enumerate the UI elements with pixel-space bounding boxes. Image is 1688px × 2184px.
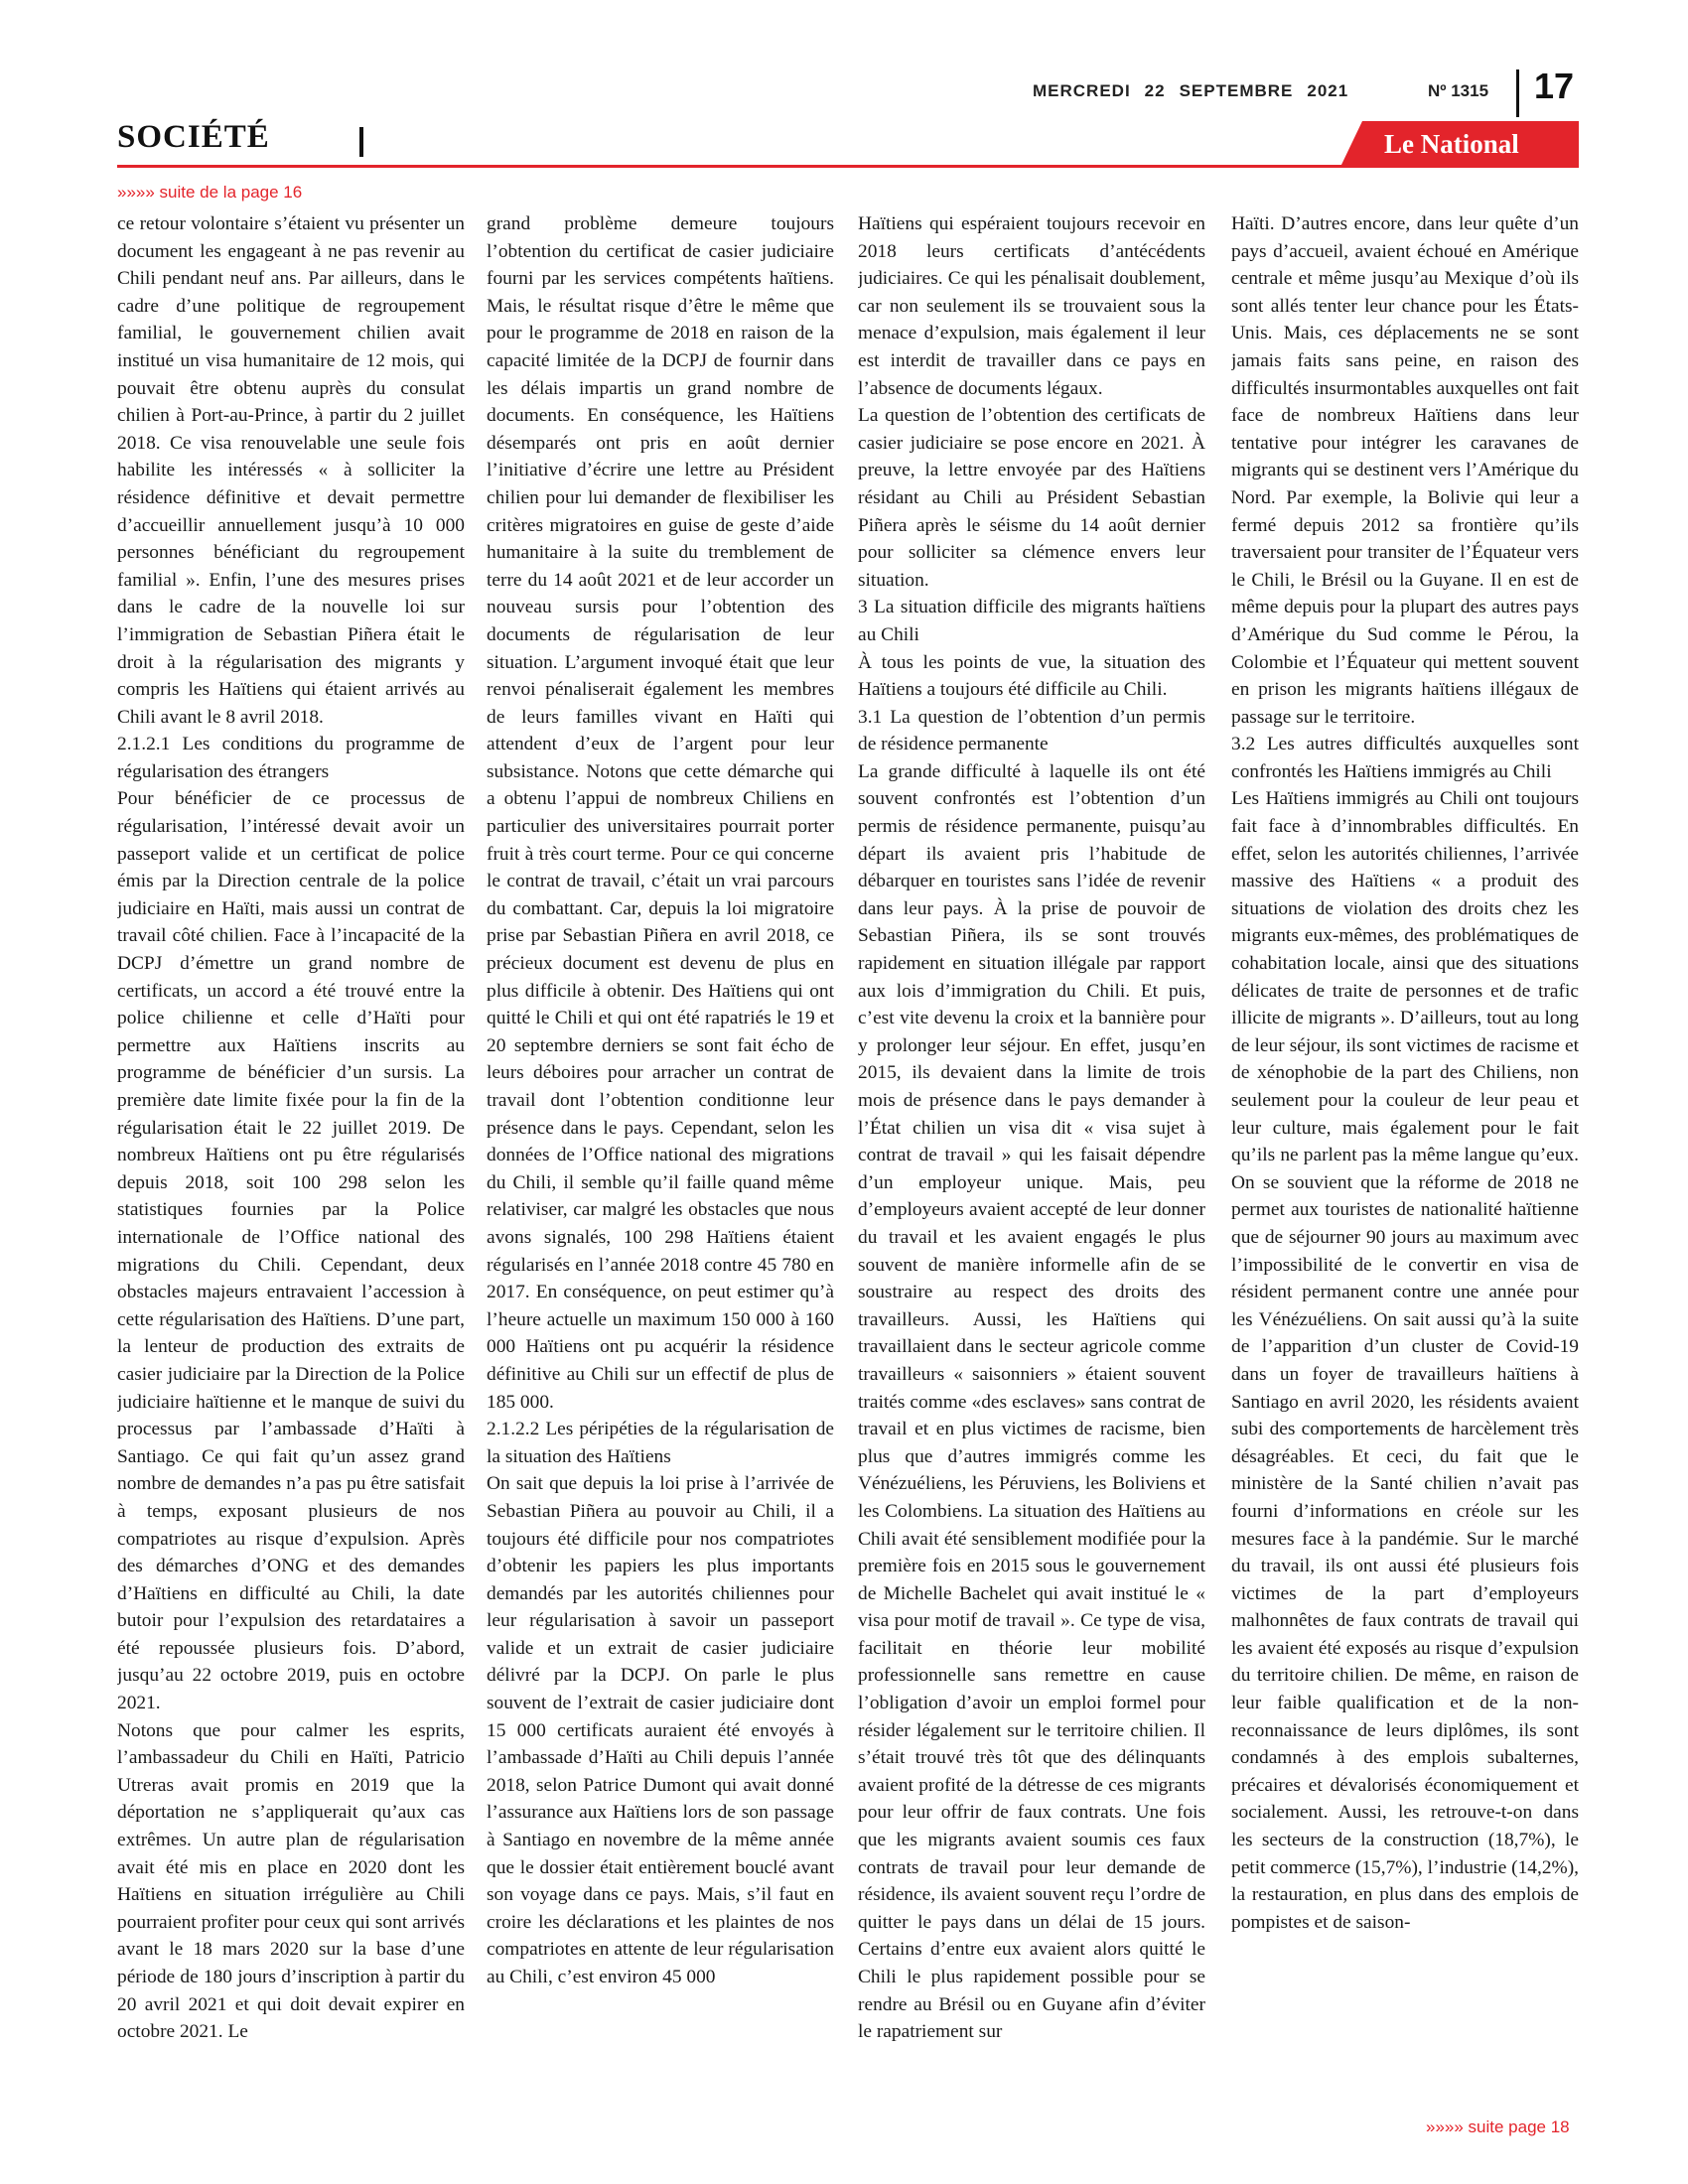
- date-year: 2021: [1307, 81, 1349, 100]
- brand-name: Le National: [1384, 129, 1519, 159]
- header-divider: [1516, 69, 1519, 117]
- paragraph: grand problème demeure toujours l’obtention du certificat de casier judiciaire fourni par les services compétents haïtiens. Mais, le résultat risque d’être le même que pour le programme de 2018 en raison de la capacité limitée de la DCPJ de fournir dans les délais impartis un grand nombre de documents. En conséquence, les Haïtiens désemparés ont pris en août dernier l’initiative d’écrire une lettre au Président chilien pour lui demander de flexibiliser les critères migratoires en guise de geste d’aide humanitaire à la suite du tremblement de terre du 14 août 2021 et de leur accorder un nouveau sursis pour l’obtention des documents de régularisation de leur situation. L’argument invoqué était que leur renvoi pénaliserait également les membres de leurs familles vivant en Haïti qui attendent d’eux de l’argent pour leur subsistance. Notons que cette démarche qui a obtenu l’appui de nombreux Chiliens en particulier des universitaires pourrait porter fruit à très court terme. Pour ce qui concerne le contrat de travail, c’était un vrai parcours du combattant. Car, depuis la loi migratoire prise par Sebastian Piñera en avril 2018, ce précieux document est devenu de plus en plus difficile à obtenir. Des Haïtiens qui ont quitté le Chili et qui ont été rapatriés le 19 et 20 septembre derniers se sont fait écho de leurs déboires pour arracher un contrat de travail dont l’obtention conditionne leur présence dans le pays. Cependant, selon les données de l’Office national des migrations du Chili, il semble qu’il faille quand même relativiser, car malgré les obstacles que nous avons signalés, 100 298 Haïtiens étaient régularisés en l’année 2018 contre 45 780 en 2017. En conséquence, on peut estimer qu’à l’heure actuelle un maximum 150 000 à 160 000 Haïtiens ont pu acquérir la résidence définitive au Chili sur un effectif de plus de 185 000.: [487, 213, 834, 1413]
- paragraph: Notons que pour calmer les esprits, l’ambassadeur du Chili en Haïti, Patricio Utreras avait promis en 2019 que la déportation ne s’appliquerait qu’aux cas extrêmes. Un autre plan de régularisation avait été mis en place en 2020 dont les Haïtiens en situation irrégulière au Chili pourraient profiter pour ceux qui sont arrivés avant le 18 mars 2020 sur la base d’une période de 180 jours d’inscription à partir du 20 avril 2021 et qui doit devait expirer en octobre 2021. Le: [117, 1719, 465, 2043]
- paragraph: ce retour volontaire s’étaient vu présenter un document les engageant à ne pas revenir au Chili pendant neuf ans. Par ailleurs, dans le cadre d’une politique de regroupement familial, le gouvernement chilien avait institué un visa humanitaire de 12 mois, qui pouvait être obtenu auprès du consulat chilien à Port-au-Prince, à partir du 2 juillet 2018. Ce visa renouvelable une seule fois habilite les intéressés « à solliciter la résidence définitive et devait permettre d’accueillir annuellement jusqu’à 10 000 personnes bénéficiant du regroupement familial ». Enfin, l’une des mesures prises dans le cadre de la nouvelle loi sur l’immigration de Sebastian Piñera était le droit à la régularisation des migrants y compris les Haïtiens qui étaient arrivés au Chili avant le 8 avril 2018.: [117, 213, 465, 728]
- section-divider: [359, 127, 363, 157]
- article-column-4: [1231, 210, 1579, 2113]
- date-number: 22: [1144, 81, 1166, 100]
- paragraph: Pour bénéficier de ce processus de régularisation, l’intéressé devait avoir un passeport valide et un certificat de police émis par la Direction centrale de la police judiciaire en Haïti, mais aussi un contrat de travail côté chilien. Face à l’incapacité de la DCPJ d’émettre un grand nombre de certificats, un accord a été trouvé entre la police chilienne et celle d’Haïti pour permettre aux Haïtiens inscrits au programme de bénéficier d’un sursis. La première date limite fixée pour la fin de la régularisation était le 22 juillet 2019. De nombreux Haïtiens ont pu être régularisés depuis 2018, soit 100 298 selon les statistiques fournies par la Police internationale de l’Office national des migrations du Chili. Cependant, deux obstacles majeurs entravaient l’accession à cette régularisation des Haïtiens. D’une part, la lenteur de production des extraits de casier judiciaire par la Direction de la Police judiciaire haïtienne et le manque de suivi du processus par l’ambassade d’Haïti à Santiago. Ce qui fait qu’un assez grand nombre de demandes n’a pas pu être satisfait à temps, exposant plusieurs de nos compatriotes au risque d’expulsion. Après des démarches d’ONG et des demandes d’Haïtiens en difficulté au Chili, la date butoir pour l’expulsion des retardataires a été repoussée plusieurs fois. D’abord, jusqu’au 22 octobre 2019, puis en octobre 2021.: [117, 788, 465, 1714]
- continued-to: »»»» suite page 18: [1426, 2117, 1570, 2136]
- article-column-3: [858, 210, 1205, 2113]
- date-line: [1033, 81, 1362, 101]
- paragraph: La question de l’obtention des certificats de casier judiciaire se pose encore en 2021. À preuve, la lettre envoyée par des Haïtiens résidant au Chili au Président Sebastian Piñera après le séisme du 14 août dernier pour solliciter sa clémence envers leur situation.: [858, 405, 1205, 591]
- subheading: 2.1.2.1 Les conditions du programme de régularisation des étrangers: [117, 734, 465, 782]
- subheading: 2.1.2.2 Les péripéties de la régularisation de la situation des Haïtiens: [487, 1419, 834, 1467]
- paragraph: Haïti. D’autres encore, dans leur quête d’un pays d’accueil, avaient échoué en Amérique centrale et même jusqu’au Mexique d’où ils sont allés tenter leur chance pour les États-Unis. Mais, ces déplacements ne se sont jamais faits sans peine, en raison des difficultés insurmontables auxquelles ont fait face de nombreux Haïtiens dans leur tentative pour intégrer les caravanes de migrants qui se destinent vers l’Amérique du Nord. Par exemple, la Bolivie qui leur a fermé depuis 2012 sa frontière qu’ils traversaient pour transiter de l’Équateur vers le Chili, le Brésil ou la Guyane. Il en est de même depuis pour la plupart des autres pays d’Amérique du Sud comme le Pérou, la Colombie et l’Équateur qui mettent souvent en prison les migrants haïtiens illégaux de passage sur le territoire.: [1231, 213, 1579, 728]
- paragraph: À tous les points de vue, la situation des Haïtiens a toujours été difficile au Chili.: [858, 651, 1205, 701]
- article-column-1: [117, 210, 465, 2113]
- issue-number: Nº 1315: [1428, 81, 1489, 100]
- subheading: 3 La situation difficile des migrants haïtiens au Chili: [858, 597, 1205, 645]
- paragraph: Haïtiens qui espéraient toujours recevoir en 2018 leurs certificats d’antécédents judiciaires. Ce qui les pénalisait doublement, car non seulement ils se trouvaient sous la menace d’expulsion, mais également il leur est interdit de travailler dans ce pays en l’absence de documents légaux.: [858, 213, 1205, 399]
- subheading: 3.2 Les autres difficultés auxquelles sont confrontés les Haïtiens immigrés au Chili: [1231, 734, 1579, 782]
- subheading: 3.1 La question de l’obtention d’un permis de résidence permanente: [858, 706, 1205, 755]
- continued-from: »»»» suite de la page 16: [117, 183, 303, 202]
- date-day: MERCREDI: [1033, 81, 1131, 100]
- paragraph: Les Haïtiens immigrés au Chili ont toujours fait face à d’innombrables difficultés. En effet, selon les autorités chiliennes, l’arrivée massive des Haïtiens « a produit des situations de violation des droits chez les migrants eux-mêmes, des problématiques de cohabitation locale, ainsi que des situations délicates de traite de personnes et de trafic illicite de migrants ». D’ailleurs, tout au long de leur séjour, ils sont victimes de racisme et de xénophobie de la part des Chiliens, non seulement pour la couleur de leur peau et leur culture, mais également pour le fait qu’ils ne parlent pas la même langue qu’eux. On se souvient que la réforme de 2018 ne permet aux touristes de nationalité haïtienne que de séjourner 90 jours au maximum avec l’impossibilité de le convertir en visa de résident permanent contre une année pour les Vénézuéliens. On sait aussi qu’à la suite de l’apparition d’un cluster de Covid-19 dans un foyer de travailleurs haïtiens à Santiago en avril 2020, les résidents avaient subi des comportements de harcèlement très désagréables. Et ceci, du fait que le ministère de la Santé chilien n’avait pas fourni d’informations en créole sur les mesures face à la pandémie. Sur le marché du travail, ils ont aussi été plusieurs fois victimes de la part d’employeurs malhonnêtes de faux contrats de travail qui les avaient été exposés au risque d’expulsion du territoire chilien. De même, en raison de leur faible qualification et de la non-reconnaissance de leurs diplômes, ils sont condamnés à des emplois subalternes, précaires et dévalorisés économiquement et socialement. Aussi, les retrouve-t-on dans les secteurs de la construction (18,7%), le petit commerce (15,7%), l’industrie (14,2%), la restauration, en plus dans des emplois de pompistes et de saison-: [1231, 788, 1579, 1933]
- page-number: 17: [1534, 66, 1575, 106]
- paragraph: La grande difficulté à laquelle ils ont été souvent confrontés est l’obtention d’un permis de résidence permanente, puisqu’au départ ils avaient pris l’habitude de débarquer en touristes sans l’idée de revenir dans leur pays. À la prise de pouvoir de Sebastian Piñera, ils se sont trouvés rapidement en situation illégale par rapport aux lois d’immigration du Chili. Et puis, c’est vite devenu la croix et la bannière pour y prolonger leur séjour. En effet, jusqu’en 2015, ils devaient dans la limite de trois mois de présence dans le pays demander à l’État chilien un visa dit « visa sujet à contrat de travail » qui les faisait dépendre d’un employeur unique. Mais, peu d’employeurs avaient accepté de leur donner du travail et les avaient engagés le plus souvent de manière informelle afin de se soustraire au respect des droits des travailleurs. Aussi, les Haïtiens qui travaillaient dans le secteur agricole comme travailleurs « saisonniers » étaient souvent traités comme «des esclaves» sans contrat de travail et en plus victimes de racisme, bien plus que d’autres immigrés comme les Vénézuéliens, les Péruviens, les Boliviens et les Colombiens. La situation des Haïtiens au Chili avait été sensiblement modifiée pour la première fois en 2015 sous le gouvernement de Michelle Bachelet qui avait institué le « visa pour motif de travail ». Ce type de visa, facilitait en théorie leur mobilité professionnelle sans remettre en cause l’obligation d’avoir un emploi formel pour résider légalement sur le territoire chilien. Il s’était trouvé très tôt que des délinquants avaient profité de la détresse de ces migrants pour leur offrir de faux contrats. Une fois que les migrants avaient soumis ces faux contrats de travail pour leur demande de résidence, ils avaient souvent reçu l’ordre de quitter le pays dans un délai de 15 jours. Certains d’entre eux avaient alors quitté le Chili le plus rapidement possible pour se rendre au Brésil ou en Guyane afin d’éviter le rapatriement sur: [858, 760, 1205, 2043]
- article-column-2: [487, 210, 834, 2113]
- section-title: SOCIÉTÉ: [117, 119, 270, 155]
- paragraph: On sait que depuis la loi prise à l’arrivée de Sebastian Piñera au pouvoir au Chili, il a toujours été difficile pour nos compatriotes d’obtenir les papiers les plus importants demandés par les autorités chiliennes pour leur régularisation à savoir un passeport valide et un extrait de casier judiciaire délivré par la DCPJ. On parle le plus souvent de l’extrait de casier judiciaire dont 15 000 certificats auraient été envoyés à l’ambassade d’Haïti au Chili depuis l’année 2018, selon Patrice Dumont qui avait donné l’assurance aux Haïtiens lors de son passage à Santiago en novembre de la même année que le dossier était entièrement bouclé avant son voyage dans ce pays. Mais, s’il faut en croire les déclarations et les plaintes de nos compatriotes en attente de leur régularisation au Chili, c’est environ 45 000: [487, 1473, 834, 1987]
- date-month: SEPTEMBRE: [1179, 81, 1294, 100]
